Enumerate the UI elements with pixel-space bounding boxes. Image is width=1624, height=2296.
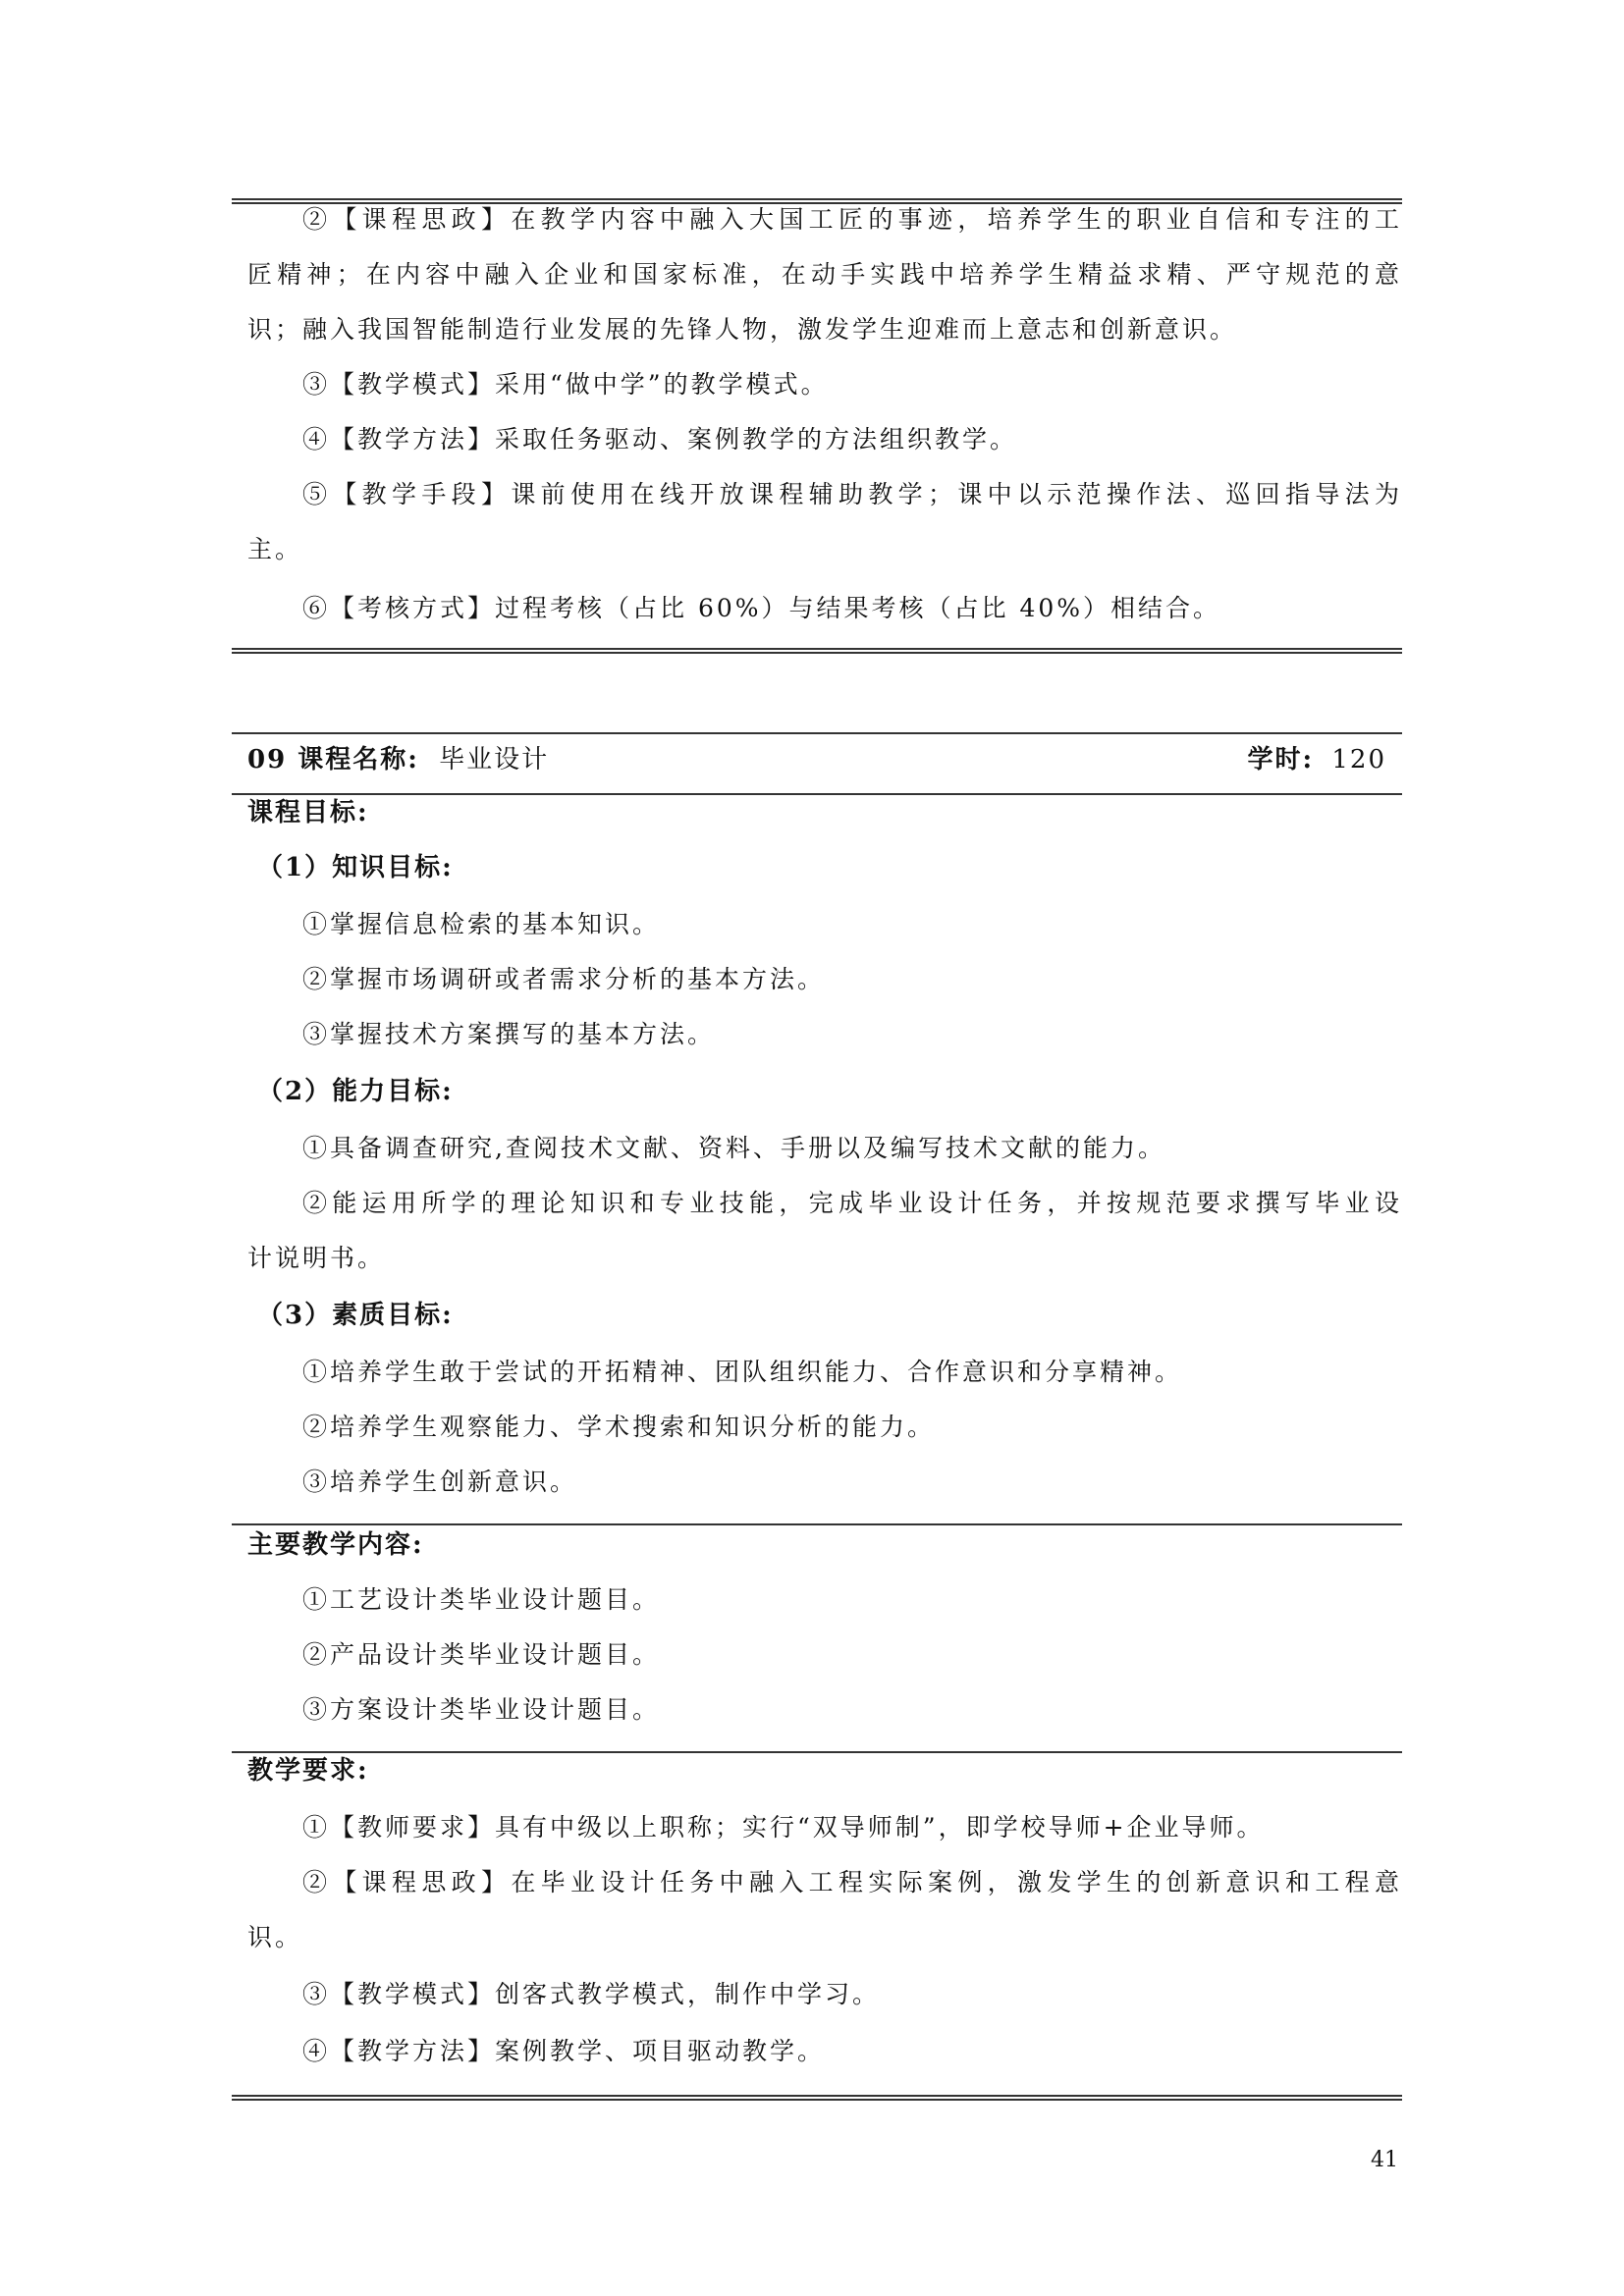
section-end-rule-double — [232, 648, 1402, 654]
list-item: ②【课程思政】在毕业设计任务中融入工程实际案例，激发学生的创新意识和工程意 — [302, 1868, 1402, 1896]
course-header-rule — [232, 793, 1402, 795]
list-item: ①工艺设计类毕业设计题目。 — [302, 1585, 661, 1614]
list-item: ②产品设计类毕业设计题目。 — [302, 1640, 661, 1669]
paragraph-line: ⑤【教学手段】课前使用在线开放课程辅助教学；课中以示范操作法、巡回指导法为 — [302, 480, 1402, 508]
objectives-heading: 课程目标: — [247, 798, 369, 828]
list-item: ③掌握技术方案撰写的基本方法。 — [302, 1020, 716, 1048]
list-item: ②掌握市场调研或者需求分析的基本方法。 — [302, 965, 826, 993]
course-hours-label: 学时: — [1247, 745, 1315, 774]
paragraph-line: ⑥【考核方式】过程考核（占比 60%）与结果考核（占比 40%）相结合。 — [302, 594, 1221, 622]
list-item: ①培养学生敢于尝试的开拓精神、团队组织能力、合作意识和分享精神。 — [302, 1358, 1183, 1386]
requirements-heading: 教学要求: — [247, 1756, 369, 1786]
list-item: ①掌握信息检索的基本知识。 — [302, 910, 661, 938]
paragraph-line: 识；融入我国智能制造行业发展的先锋人物，激发学生迎难而上意志和创新意识。 — [247, 315, 1238, 344]
course-name-label: 09 课程名称: — [247, 745, 419, 774]
paragraph-line: ③【教学模式】采用“做中学”的教学模式。 — [302, 370, 829, 399]
requirements-rule — [232, 1751, 1402, 1753]
paragraph-line: 匠精神；在内容中融入企业和国家标准，在动手实践中培养学生精益求精、严守规范的意 — [247, 260, 1402, 289]
paragraph-line: 主。 — [247, 535, 303, 563]
course-hours-row — [1247, 732, 1386, 787]
list-item: ①具备调查研究,查阅技术文献、资料、手册以及编写技术文献的能力。 — [302, 1134, 1165, 1162]
page-number: 41 — [1371, 2148, 1398, 2172]
list-item: ③【教学模式】创客式教学模式，制作中学习。 — [302, 1980, 881, 2008]
list-item: ③方案设计类毕业设计题目。 — [302, 1695, 661, 1724]
knowledge-heading: （1）知识目标: — [257, 853, 454, 882]
list-item: ②培养学生观察能力、学术搜索和知识分析的能力。 — [302, 1413, 936, 1441]
list-item: 计说明书。 — [247, 1244, 386, 1272]
course-hours-value: 120 — [1331, 745, 1386, 774]
course-name-value: 毕业设计 — [439, 745, 550, 774]
course-name-row — [247, 732, 549, 787]
list-item: ①【教师要求】具有中级以上职称；实行“双导师制”，即学校导师+企业导师。 — [302, 1813, 1265, 1842]
list-item: 识。 — [247, 1923, 303, 1951]
paragraph-line: ②【课程思政】在教学内容中融入大国工匠的事迹，培养学生的职业自信和专注的工 — [302, 205, 1402, 234]
quality-heading: （3）素质目标: — [257, 1301, 454, 1330]
list-item: ③培养学生创新意识。 — [302, 1468, 578, 1496]
course-bottom-rule-double — [232, 2095, 1402, 2101]
list-item: ②能运用所学的理论知识和专业技能，完成毕业设计任务，并按规范要求撰写毕业设 — [302, 1189, 1402, 1217]
ability-heading: （2）能力目标: — [257, 1077, 454, 1106]
list-item: ④【教学方法】案例教学、项目驱动教学。 — [302, 2037, 826, 2065]
content-heading: 主要教学内容: — [247, 1530, 424, 1560]
paragraph-line: ④【教学方法】采取任务驱动、案例教学的方法组织教学。 — [302, 425, 1018, 454]
